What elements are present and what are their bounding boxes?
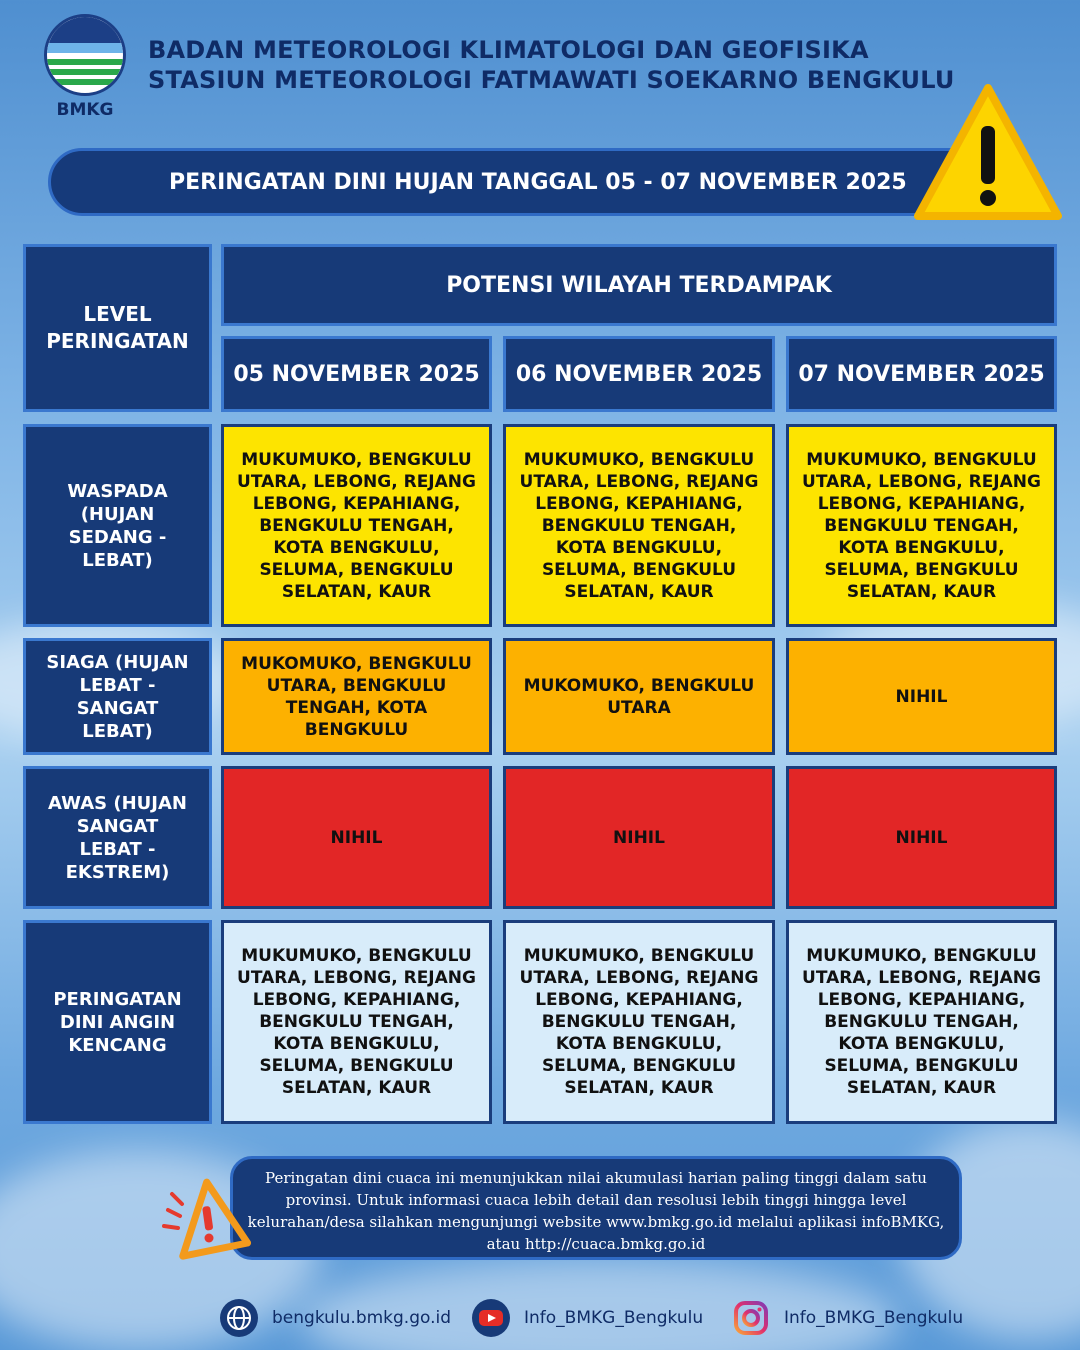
instagram-icon: [732, 1299, 770, 1337]
logo-text: BMKG: [56, 100, 114, 120]
level-angin-kencang: PERINGATAN DINI ANGIN KENCANG: [23, 920, 212, 1124]
globe-icon: [220, 1299, 258, 1337]
website-text: bengkulu.bmkg.go.id: [272, 1308, 452, 1328]
youtube-icon: [472, 1299, 510, 1337]
awas-cell: NIHIL: [786, 766, 1057, 909]
angin-cell: MUKUMUKO, BENGKULU UTARA, LEBONG, REJANG LEBONG, KEPAHIANG, BENGKULU TENGAH, KOTA BENGKULU, SELUMA, BENGKULU SELATAN, KAUR: [221, 920, 492, 1124]
area-header: POTENSI WILAYAH TERDAMPAK: [221, 244, 1057, 326]
info-note: Peringatan dini cuaca ini menunjukkan nilai akumulasi harian paling tinggi dalam satu provinsi. Untuk informasi cuaca lebih detail dan resolusi lebih tinggi hingga level kelurahan/desa silahkan mengunjungi website www.bmkg.go.id melalui aplikasi infoBMKG, atau http://cuaca.bmkg.go.id: [230, 1156, 962, 1260]
instagram-text: Info_BMKG_Bengkulu: [784, 1308, 964, 1328]
angin-cell: MUKUMUKO, BENGKULU UTARA, LEBONG, REJANG LEBONG, KEPAHIANG, BENGKULU TENGAH, KOTA BENGKULU, SELUMA, BENGKULU SELATAN, KAUR: [503, 920, 775, 1124]
page-title: [48, 148, 988, 216]
website-link[interactable]: [220, 1298, 451, 1338]
youtube-link[interactable]: [472, 1298, 703, 1338]
siaga-cell: MUKOMUKO, BENGKULU UTARA, BENGKULU TENGAH, KOTA BENGKULU: [221, 638, 492, 755]
station-name: STASIUN METEOROLOGI FATMAWATI SOEKARNO BENGKULU: [148, 66, 955, 94]
agency-name: BADAN METEOROLOGI KLIMATOLOGI DAN GEOFISIKA: [148, 36, 869, 64]
date-header: 05 NOVEMBER 2025: [221, 336, 492, 412]
angin-cell: MUKUMUKO, BENGKULU UTARA, LEBONG, REJANG LEBONG, KEPAHIANG, BENGKULU TENGAH, KOTA BENGKULU, SELUMA, BENGKULU SELATAN, KAUR: [786, 920, 1057, 1124]
level-header: LEVEL PERINGATAN: [23, 244, 212, 412]
awas-cell: NIHIL: [221, 766, 492, 909]
logo-emblem-icon: [44, 14, 126, 96]
bmkg-logo: [40, 14, 130, 124]
siaga-cell: MUKOMUKO, BENGKULU UTARA: [503, 638, 775, 755]
instagram-link[interactable]: [732, 1298, 963, 1338]
waspada-cell: MUKUMUKO, BENGKULU UTARA, LEBONG, REJANG LEBONG, KEPAHIANG, BENGKULU TENGAH, KOTA BENGKULU, SELUMA, BENGKULU SELATAN, KAUR: [503, 424, 775, 627]
youtube-text: Info_BMKG_Bengkulu: [524, 1308, 704, 1328]
date-header: 06 NOVEMBER 2025: [503, 336, 775, 412]
waspada-cell: MUKUMUKO, BENGKULU UTARA, LEBONG, REJANG LEBONG, KEPAHIANG, BENGKULU TENGAH, KOTA BENGKULU, SELUMA, BENGKULU SELATAN, KAUR: [221, 424, 492, 627]
date-header: 07 NOVEMBER 2025: [786, 336, 1057, 412]
level-awas: AWAS (HUJAN SANGAT LEBAT - EKSTREM): [23, 766, 212, 909]
warning-triangle-icon: [912, 82, 1064, 224]
warning-sign-icon: [160, 1170, 252, 1262]
level-siaga: SIAGA (HUJAN LEBAT - SANGAT LEBAT): [23, 638, 212, 755]
waspada-cell: MUKUMUKO, BENGKULU UTARA, LEBONG, REJANG LEBONG, KEPAHIANG, BENGKULU TENGAH, KOTA BENGKULU, SELUMA, BENGKULU SELATAN, KAUR: [786, 424, 1057, 627]
siaga-cell: NIHIL: [786, 638, 1057, 755]
level-waspada: WASPADA (HUJAN SEDANG - LEBAT): [23, 424, 212, 627]
awas-cell: NIHIL: [503, 766, 775, 909]
page-title-text: PERINGATAN DINI HUJAN TANGGAL 05 - 07 NOVEMBER 2025: [169, 169, 907, 195]
